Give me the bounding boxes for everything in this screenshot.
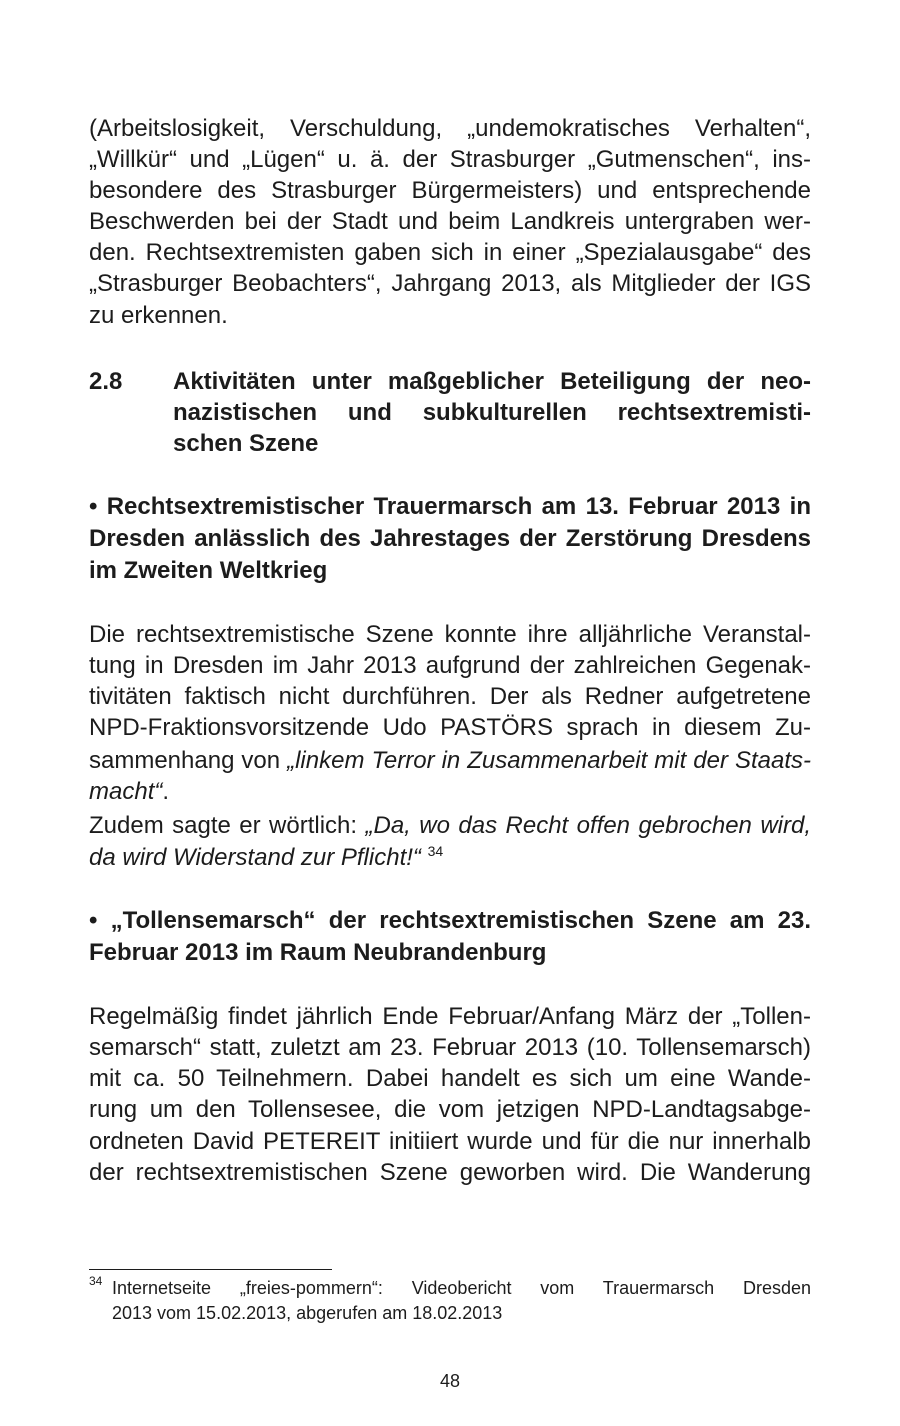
quote-span: „linkem Terror in Zusammenarbeit mit der Staats-	[287, 747, 811, 774]
footnote-line: 2013 vom 15.02.2013, abgerufen am 18.02.2013	[112, 1303, 503, 1323]
paragraph-line: Die rechtsextremistische Szene konnte ihre alljährliche Veranstal-	[89, 621, 811, 648]
subheading-line: • Rechtsextremistischer Trauermarsch am 13. Februar 2013 in	[89, 493, 811, 520]
intro-line: „Strasburger Beobachters“, Jahrgang 2013, als Mitglieder der IGS	[89, 270, 811, 297]
text-span: Zudem sagte er wörtlich:	[89, 812, 366, 839]
intro-line: (Arbeitslosigkeit, Verschuldung, „undemokratisches Verhalten“,	[89, 115, 811, 142]
quote-span: da wird Widerstand zur Pflicht!“	[89, 844, 421, 871]
footnote-number: 34	[89, 1274, 103, 1288]
intro-line: den. Rechtsextremisten gaben sich in einer „Spezialausgabe“ des	[89, 239, 811, 266]
page-number: 48	[439, 1371, 461, 1391]
intro-line: „Willkür“ und „Lügen“ u. ä. der Strasburger „Gutmenschen“, ins-	[89, 146, 811, 173]
section-title-line: nazistischen und subkulturellen rechtsextremisti-	[173, 399, 811, 426]
subheading-line: Februar 2013 im Raum Neubrandenburg	[89, 939, 547, 966]
section-number: 2.8	[89, 368, 123, 395]
paragraph-line: NPD-Fraktionsvorsitzende Udo PASTÖRS sprach in diesem Zu-	[89, 714, 811, 741]
paragraph-line: rung um den Tollensesee, die vom jetzigen NPD-Landtagsabge-	[89, 1096, 811, 1123]
paragraph-line	[89, 842, 811, 874]
footnote-line: Internetseite „freies-pommern“: Videobericht vom Trauermarsch Dresden	[112, 1278, 811, 1298]
paragraph-line: tivitäten faktisch nicht durchführen. Der als Redner aufgetretene	[89, 683, 811, 710]
intro-line: zu erkennen.	[89, 302, 228, 329]
paragraph-line: der rechtsextremistischen Szene geworben wird. Die Wanderung	[89, 1159, 811, 1186]
footnote-reference[interactable]: 34	[427, 843, 444, 859]
subheading-line: im Zweiten Weltkrieg	[89, 557, 328, 584]
paragraph-line: semarsch“ statt, zuletzt am 23. Februar 2013 (10. Tollensemarsch)	[89, 1034, 811, 1061]
paragraph-line	[89, 776, 811, 808]
subheading-line: Dresden anlässlich des Jahrestages der Zerstörung Dresdens	[89, 525, 811, 552]
quote-span: macht“	[89, 778, 163, 805]
paragraph-line: ordneten David PETEREIT initiiert wurde und für die nur innerhalb	[89, 1128, 811, 1155]
footnote-divider	[89, 1269, 332, 1270]
paragraph-line: tung in Dresden im Jahr 2013 aufgrund der zahlreichen Gegenak-	[89, 652, 811, 679]
paragraph-line	[89, 810, 811, 842]
text-span: sammenhang von	[89, 747, 288, 774]
intro-line: Beschwerden bei der Stadt und beim Landkreis untergraben wer-	[89, 208, 811, 235]
paragraph-line: Regelmäßig findet jährlich Ende Februar/Anfang März der „Tollen-	[89, 1003, 811, 1030]
intro-line: besondere des Strasburger Bürgermeisters) und entsprechende	[89, 177, 811, 204]
subheading-line: • „Tollensemarsch“ der rechtsextremistischen Szene am 23.	[89, 907, 811, 934]
paragraph-line	[89, 745, 811, 777]
section-title-line: schen Szene	[173, 430, 319, 457]
paragraph-line: mit ca. 50 Teilnehmern. Dabei handelt es sich um eine Wande-	[89, 1065, 811, 1092]
text-span: .	[162, 778, 170, 805]
section-title-line: Aktivitäten unter maßgeblicher Beteiligung der neo-	[173, 368, 811, 395]
quote-span: „Da, wo das Recht offen gebrochen wird,	[365, 812, 811, 839]
